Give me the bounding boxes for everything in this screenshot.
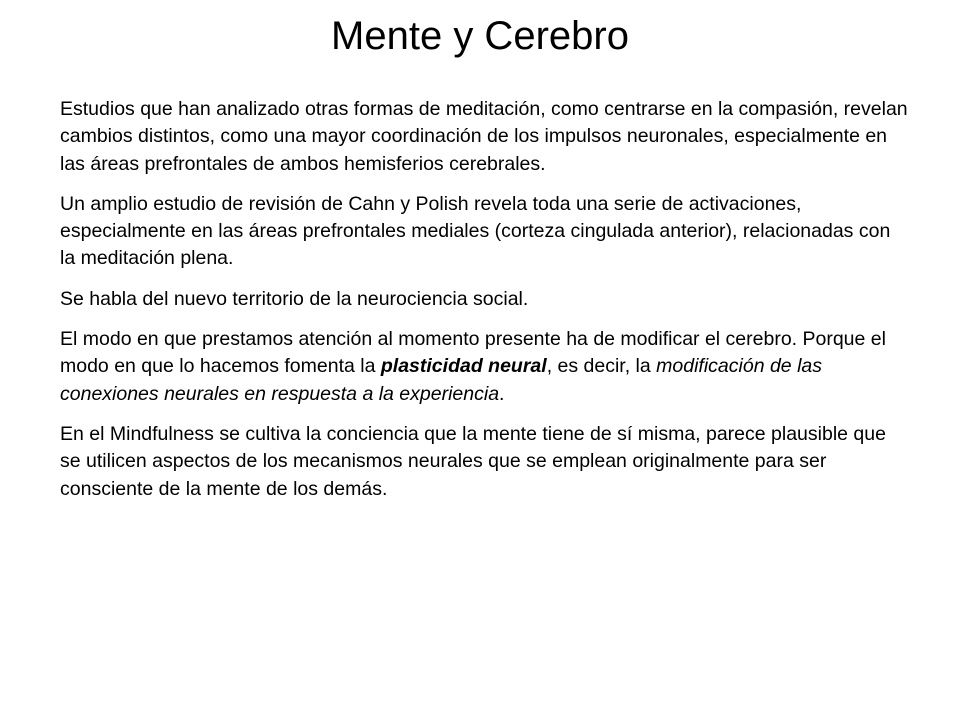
paragraph-3: Se habla del nuevo territorio de la neurociencia social. [60,287,529,310]
slide-body [60,96,910,516]
paragraph-4-text-a: El modo en que prestamos atención al momento presente ha de modificar el cerebro. Porque el modo en que lo hacemos fomenta la [60,328,886,378]
slide-title: Mente y Cerebro [331,14,629,58]
plasticity-term: plasticidad neural [380,355,547,378]
paragraph-4 [60,326,910,408]
paragraph-2: Un amplio estudio de revisión de Cahn y Polish revela toda una serie de activaciones, especialmente en las áreas prefrontales mediales (corteza cingulada anterior), relacionadas con la meditación plena. [60,192,891,270]
paragraph-4-text-b: , es decir, la [546,355,657,378]
paragraph-5: En el Mindfulness se cultiva la conciencia que la mente tiene de sí misma, parece plausible que se utilicen aspectos de los mecanismos neurales que se emplean originalmente para ser consciente de la mente de los demás. [60,422,886,500]
definition-phrase: modificación de las conexiones neurales en respuesta a la experiencia [60,355,822,405]
paragraph-4-text-c: . [499,382,505,405]
paragraph-1: Estudios que han analizado otras formas de meditación, como centrarse en la compasión, revelan cambios distintos, como una mayor coordinación de los impulsos neuronales, especialmente en las áreas prefrontales de ambos hemisferios cerebrales. [60,98,908,175]
